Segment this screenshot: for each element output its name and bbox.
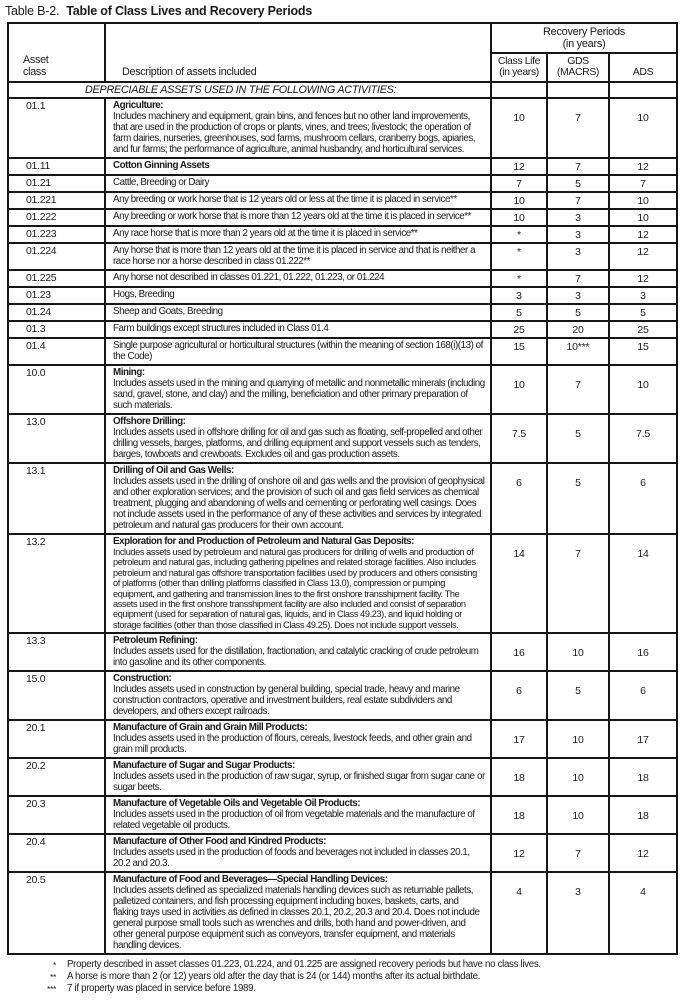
table-row xyxy=(8,534,677,633)
footnote-marker: ** xyxy=(49,972,56,983)
class-life-cell: 7.5 xyxy=(491,414,547,463)
description-text: Includes assets used in the drilling of onshore oil and gas wells and the provision of geophysical and other exploration services; and the provision of such oil and gas field services as chemical treatment, plugging and abandoning of wells and cementing or perforating well casings. Does not include assets used in the performance of any of these activities and services by integrated petroleum and natural gas producers for their own account. xyxy=(113,476,485,531)
description-text: Any horse not described in classes 01.221, 01.222, 01.223, or 01.224 xyxy=(113,272,385,283)
description-cell xyxy=(105,158,491,175)
description-cell xyxy=(105,758,491,796)
gds-cell: 5 xyxy=(547,463,609,534)
class-life-cell: 17 xyxy=(491,720,547,758)
table-row xyxy=(8,158,677,175)
class-life-cell: 10 xyxy=(491,192,547,209)
table-number: Table B-2. xyxy=(5,4,60,18)
description-text: Cattle, Breeding or Dairy xyxy=(113,177,210,188)
description-cell xyxy=(105,321,491,338)
asset-class-cell: 10.0 xyxy=(8,365,105,414)
class-life-cell: 18 xyxy=(491,758,547,796)
description-text: Sheep and Goats, Breeding xyxy=(113,306,223,317)
class-life-cell: 14 xyxy=(491,534,547,633)
description-text: Includes assets used by petroleum and natural gas producers for drilling of wells and production of petroleum and natural gas, including gathering pipelines and related storage facilities. Also includes petroleum and natural gas offshore transportation facilities used by producers and others consisting of platforms (other than drilling platforms classified in Class 13.0), compression or pumping equipment, and gathering and transmission lines to the first onshore transshipment facility. The assets used in the first onshore transshipment facility are also included and consist of separation equipment (used for separation of natural gas, liquids, and in Class 49.23), and liquid holding or storage facilities (other than those classified in Class 49.25). Does not include support vessels. xyxy=(113,547,477,630)
ads-cell: 25 xyxy=(609,321,677,338)
table-row xyxy=(8,209,677,226)
ads-cell: 3 xyxy=(609,287,677,304)
asset-class-cell: 01.11 xyxy=(8,158,105,175)
class-life-cell: 4 xyxy=(491,872,547,954)
description-cell xyxy=(105,287,491,304)
gds-cell: 7 xyxy=(547,158,609,175)
footnote xyxy=(4,983,679,995)
description-cell xyxy=(105,338,491,365)
description-text: Includes assets used in offshore drilling for oil and gas such as floating, self-propelled and other drilling vessels, barges, platforms, and drilling equipment and support vessels such as tenders, barges, towboats and crewboats. Excludes oil and gas production assets. xyxy=(113,427,483,460)
page-title xyxy=(5,4,679,18)
footnote-text: 7 if property was placed in service before 1989. xyxy=(67,983,256,995)
class-life-cell: * xyxy=(491,270,547,287)
description-text: Includes assets used for the distillation, fractionation, and catalytic cracking of crude petroleum into gasoline and its other components. xyxy=(113,646,479,669)
description-heading: Agriculture: xyxy=(113,100,164,111)
ads-cell: 10 xyxy=(609,98,677,158)
asset-class-cell: 13.0 xyxy=(8,414,105,463)
asset-class-cell: 01.21 xyxy=(8,175,105,192)
ads-cell xyxy=(609,82,677,98)
class-life-cell: 5 xyxy=(491,304,547,321)
ads-cell: 10 xyxy=(609,192,677,209)
ads-cell: 12 xyxy=(609,243,677,270)
asset-class-header-line1: Asset xyxy=(23,54,49,66)
description-text: Includes machinery and equipment, grain bins, and fences but no other land improvements, that are used in the production of crops or plants, vines, and trees; livestock; the operation of farm dairies, nurseries, greenhouses, sod farms, mushroom cellars, cranberry bogs, apiaries, and fur farms; the performance of agriculture, animal husbandry, and horticultural services. xyxy=(113,111,476,155)
description-cell xyxy=(105,720,491,758)
gds-cell: 5 xyxy=(547,304,609,321)
table-row xyxy=(8,365,677,414)
asset-class-cell: 01.225 xyxy=(8,270,105,287)
table-row xyxy=(8,243,677,270)
gds-cell: 3 xyxy=(547,226,609,243)
gds-cell: 3 xyxy=(547,209,609,226)
description-text: Hogs, Breeding xyxy=(113,289,175,300)
table-row xyxy=(8,338,677,365)
gds-cell: 10*** xyxy=(547,338,609,365)
description-cell xyxy=(105,209,491,226)
footnote-text: A horse is more than 2 (or 12) years old after the day that is 24 (or 144) months after its actual birthdate. xyxy=(67,971,481,983)
table-row xyxy=(8,304,677,321)
asset-class-cell: 01.1 xyxy=(8,98,105,158)
description-cell xyxy=(105,226,491,243)
gds-cell xyxy=(547,82,609,98)
footnote-text: Property described in asset classes 01.223, 01.224, and 01.225 are assigned recovery periods but have no class lives. xyxy=(67,959,541,971)
description-cell xyxy=(105,633,491,671)
description-cell xyxy=(105,192,491,209)
description-text: Farm buildings except structures included in Class 01.4 xyxy=(113,323,329,334)
description-heading: Manufacture of Sugar and Sugar Products: xyxy=(113,760,295,772)
footnote xyxy=(4,959,679,971)
description-heading: Petroleum Refining: xyxy=(113,635,198,647)
table-row xyxy=(8,796,677,834)
column-header-description: Description of assets included xyxy=(105,23,491,82)
gds-cell: 10 xyxy=(547,796,609,834)
asset-class-cell: 01.4 xyxy=(8,338,105,365)
table-row xyxy=(8,720,677,758)
class-life-cell: * xyxy=(491,243,547,270)
description-text: Includes assets used in the production of raw sugar, syrup, or finished sugar from sugar cane or sugar beets. xyxy=(113,771,485,794)
asset-class-cell: 20.4 xyxy=(8,834,105,872)
ads-cell: 15 xyxy=(609,338,677,365)
description-cell xyxy=(105,304,491,321)
asset-class-cell: 13.1 xyxy=(8,463,105,534)
description-cell xyxy=(105,365,491,414)
ads-cell: 17 xyxy=(609,720,677,758)
description-cell xyxy=(105,872,491,954)
description-heading: Manufacture of Other Food and Kindred Products: xyxy=(113,836,326,848)
gds-cell: 3 xyxy=(547,287,609,304)
ads-cell: 7.5 xyxy=(609,414,677,463)
class-life-cell: 7 xyxy=(491,175,547,192)
table-row xyxy=(8,98,677,158)
description-heading: Manufacture of Vegetable Oils and Vegetable Oil Products: xyxy=(113,798,361,810)
ads-cell: 6 xyxy=(609,463,677,534)
description-heading: Manufacture of Food and Beverages—Special Handling Devices: xyxy=(113,874,388,886)
gds-cell: 7 xyxy=(547,534,609,633)
table-title: Table of Class Lives and Recovery Periods xyxy=(66,4,313,18)
description-cell xyxy=(105,175,491,192)
table-row xyxy=(8,671,677,720)
column-header-class-life: Class Life (in years) xyxy=(491,53,547,82)
class-life-cell: 10 xyxy=(491,365,547,414)
gds-cell: 5 xyxy=(547,414,609,463)
asset-class-cell: 01.23 xyxy=(8,287,105,304)
description-heading: Exploration for and Production of Petroleum and Natural Gas Deposits: xyxy=(113,536,414,547)
table-row xyxy=(8,321,677,338)
description-cell xyxy=(105,414,491,463)
gds-cell: 20 xyxy=(547,321,609,338)
asset-class-header-line2: class xyxy=(23,65,47,78)
class-life-cell: 6 xyxy=(491,671,547,720)
gds-cell: 10 xyxy=(547,720,609,758)
class-lives-table xyxy=(7,22,678,955)
footnote-marker: * xyxy=(52,960,56,971)
ads-cell: 14 xyxy=(609,534,677,633)
gds-cell: 10 xyxy=(547,633,609,671)
table-row xyxy=(8,270,677,287)
class-life-cell: 15 xyxy=(491,338,547,365)
table-row xyxy=(8,175,677,192)
asset-class-cell: 13.3 xyxy=(8,633,105,671)
ads-cell: 16 xyxy=(609,633,677,671)
asset-class-cell: 01.222 xyxy=(8,209,105,226)
class-life-cell: 12 xyxy=(491,158,547,175)
class-life-cell: 6 xyxy=(491,463,547,534)
table-row xyxy=(8,414,677,463)
ads-cell: 12 xyxy=(609,270,677,287)
ads-cell: 12 xyxy=(609,158,677,175)
asset-class-cell: 20.3 xyxy=(8,796,105,834)
ads-cell: 10 xyxy=(609,365,677,414)
description-text: Any breeding or work horse that is more than 12 years old at the time it is placed in service** xyxy=(113,211,472,222)
ads-cell: 12 xyxy=(609,226,677,243)
ads-cell: 10 xyxy=(609,209,677,226)
description-cell xyxy=(105,671,491,720)
asset-class-cell: 20.1 xyxy=(8,720,105,758)
table-row xyxy=(8,872,677,954)
description-heading: Drilling of Oil and Gas Wells: xyxy=(113,465,234,476)
gds-cell: 5 xyxy=(547,671,609,720)
ads-cell: 4 xyxy=(609,872,677,954)
gds-cell: 7 xyxy=(547,365,609,414)
gds-cell: 10 xyxy=(547,758,609,796)
ads-cell: 18 xyxy=(609,796,677,834)
description-cell xyxy=(105,796,491,834)
asset-class-cell: 20.2 xyxy=(8,758,105,796)
ads-cell: 5 xyxy=(609,304,677,321)
asset-class-cell: 15.0 xyxy=(8,671,105,720)
column-header-ads: ADS xyxy=(609,53,677,82)
class-life-cell: 12 xyxy=(491,834,547,872)
class-life-cell: 18 xyxy=(491,796,547,834)
description-cell xyxy=(105,243,491,270)
description-cell xyxy=(105,834,491,872)
class-life-cell: * xyxy=(491,226,547,243)
class-life-cell: 10 xyxy=(491,209,547,226)
description-text: Includes assets used in the production of oil from vegetable materials and the manufacture of related vegetable oil products. xyxy=(113,809,475,832)
class-life-cell: 10 xyxy=(491,98,547,158)
table-row xyxy=(8,633,677,671)
description-text: Includes assets defined as specialized materials handling devices such as returnable pallets, palletized containers, and fish processing equipment including boxes, baskets, carts, and flaking trays used in activities as defined in classes 20.1, 20.2, 20.3 and 20.4. Does not include general purpose small tools such as wrenches and drills, both hand and power-driven, and other general purpose equipment such as conveyors, transfer equipment, and materials handling devices. xyxy=(113,885,480,952)
table-row xyxy=(8,287,677,304)
asset-class-cell: 01.224 xyxy=(8,243,105,270)
description-text: Single purpose agricultural or horticultural structures (within the meaning of section 168(i)(13) of the Code) xyxy=(113,340,483,362)
description-text: Includes assets used in construction by general building, special trade, heavy and marine construction contractors, operative and investment builders, real estate subdividers and developers, and others except railroads. xyxy=(113,684,460,718)
description-cell xyxy=(105,463,491,534)
asset-class-cell: 20.5 xyxy=(8,872,105,954)
description-heading: Construction: xyxy=(113,673,172,685)
gds-cell: 7 xyxy=(547,834,609,872)
description-heading: Cotton Ginning Assets xyxy=(113,160,210,171)
description-text: Any race horse that is more than 2 years old at the time it is placed in service** xyxy=(113,228,418,239)
gds-cell: 3 xyxy=(547,243,609,270)
description-heading: Offshore Drilling: xyxy=(113,416,186,427)
gds-cell: 7 xyxy=(547,192,609,209)
description-text: Any breeding or work horse that is 12 years old or less at the time it is placed in service** xyxy=(113,194,457,205)
ads-cell: 6 xyxy=(609,671,677,720)
asset-class-cell: 01.223 xyxy=(8,226,105,243)
section-header-row xyxy=(8,82,677,98)
asset-class-cell: 01.3 xyxy=(8,321,105,338)
description-text: Includes assets used in the production of flours, cereals, livestock feeds, and other grain and grain mill products. xyxy=(113,733,472,756)
column-header-gds: GDS (MACRS) xyxy=(547,53,609,82)
gds-cell: 7 xyxy=(547,270,609,287)
column-header-asset-class xyxy=(8,23,105,82)
class-life-cell xyxy=(491,82,547,98)
footnotes xyxy=(4,959,679,995)
class-life-cell: 25 xyxy=(491,321,547,338)
description-cell xyxy=(105,98,491,158)
table-row xyxy=(8,463,677,534)
description-text: Includes assets used in the mining and quarrying of metallic and nonmetallic minerals (including sand, gravel, stone, and clay) and the milling, beneficiation and other primary preparation of such materials. xyxy=(113,378,485,411)
footnote-marker: *** xyxy=(46,984,56,995)
section-header-label: DEPRECIABLE ASSETS USED IN THE FOLLOWING ACTIVITIES: xyxy=(8,82,491,98)
table-body xyxy=(8,82,677,954)
description-heading: Manufacture of Grain and Grain Mill Products: xyxy=(113,722,308,734)
class-life-cell: 3 xyxy=(491,287,547,304)
table-row xyxy=(8,834,677,872)
asset-class-cell: 01.221 xyxy=(8,192,105,209)
gds-cell: 7 xyxy=(547,98,609,158)
ads-cell: 18 xyxy=(609,758,677,796)
gds-cell: 5 xyxy=(547,175,609,192)
ads-cell: 12 xyxy=(609,834,677,872)
class-life-cell: 16 xyxy=(491,633,547,671)
column-header-recovery-periods: Recovery Periods (in years) xyxy=(491,23,677,53)
description-text: Includes assets used in the production of foods and beverages not included in classes 20.1, 20.2 and 20.3. xyxy=(113,847,470,870)
description-cell xyxy=(105,534,491,633)
table-row xyxy=(8,226,677,243)
description-text: Any horse that is more than 12 years old at the time it is placed in service and that is neither a race horse nor a horse described in class 01.222** xyxy=(113,245,476,267)
ads-cell: 7 xyxy=(609,175,677,192)
table-header xyxy=(8,23,677,82)
table-row xyxy=(8,192,677,209)
footnote xyxy=(4,971,679,983)
gds-cell: 3 xyxy=(547,872,609,954)
table-row xyxy=(8,758,677,796)
asset-class-cell: 13.2 xyxy=(8,534,105,633)
description-cell xyxy=(105,270,491,287)
description-heading: Mining: xyxy=(113,367,145,378)
asset-class-cell: 01.24 xyxy=(8,304,105,321)
